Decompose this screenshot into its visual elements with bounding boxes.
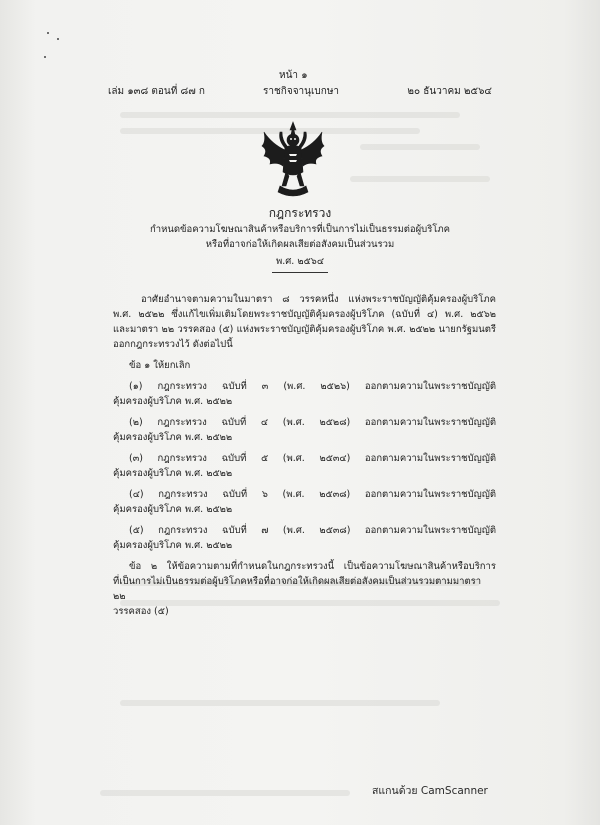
text-line: และมาตรา ๒๒ วรรคสอง (๕) แห่งพระราชบัญญัติคุ้มครองผู้บริโภค พ.ศ. ๒๕๒๒ นายกรัฐมนตรี — [113, 324, 496, 335]
text-line: คุ้มครองผู้บริโภค พ.ศ. ๒๕๒๒ — [113, 504, 233, 515]
document-title: กฎกระทรวง — [268, 206, 332, 220]
scan-speck — [57, 38, 59, 40]
text-line: (๕) กฎกระทรวง ฉบับที่ ๗ (พ.ศ. ๒๕๓๘) ออกตามความในพระราชบัญญัติ — [129, 525, 496, 536]
text-line: คุ้มครองผู้บริโภค พ.ศ. ๒๕๒๒ — [113, 396, 233, 407]
document-subtitle-line: กำหนดข้อความโฆษณาสินค้าหรือบริการที่เป็นการไม่เป็นธรรมต่อผู้บริโภค — [149, 224, 451, 235]
document-title-block — [100, 204, 500, 273]
repealed-item — [113, 379, 496, 409]
text-line: คุ้มครองผู้บริโภค พ.ศ. ๒๕๒๒ — [113, 540, 233, 551]
show-through-line — [350, 176, 490, 182]
scan-speck — [47, 32, 49, 34]
page-number: หน้า ๑ — [279, 70, 308, 81]
publication-date: ๒๐ ธันวาคม ๒๕๖๔ — [407, 86, 492, 97]
clause-1-heading — [113, 358, 496, 373]
gazette-header — [108, 68, 492, 102]
show-through-line — [120, 700, 440, 706]
text-line: ออกกฎกระทรวงไว้ ดังต่อไปนี้ — [113, 339, 233, 350]
text-line: (๔) กฎกระทรวง ฉบับที่ ๖ (พ.ศ. ๒๕๓๘) ออกตามความในพระราชบัญญัติ — [129, 489, 496, 500]
repealed-item — [113, 523, 496, 553]
text-line: ข้อ ๒ ให้ข้อความตามที่กำหนดในกฎกระทรวงนี้ เป็นข้อความโฆษณาสินค้าหรือบริการ — [129, 561, 496, 572]
text-line: (๓) กฎกระทรวง ฉบับที่ ๕ (พ.ศ. ๒๕๓๔) ออกตามความในพระราชบัญญัติ — [129, 453, 496, 464]
gazette-name: ราชกิจจานุเบกษา — [263, 86, 340, 97]
text-line: คุ้มครองผู้บริโภค พ.ศ. ๒๕๒๒ — [113, 468, 233, 479]
preamble-paragraph — [113, 292, 496, 352]
document-body — [113, 292, 496, 619]
text-line: (๑) กฎกระทรวง ฉบับที่ ๓ (พ.ศ. ๒๕๒๖) ออกตามความในพระราชบัญญัติ — [129, 381, 496, 392]
garuda-emblem-icon — [258, 120, 328, 200]
show-through-line — [360, 144, 480, 150]
text-line: (๒) กฎกระทรวง ฉบับที่ ๔ (พ.ศ. ๒๕๒๘) ออกตามความในพระราชบัญญัติ — [129, 417, 496, 428]
repealed-item — [113, 487, 496, 517]
text-line: วรรคสอง (๕) — [113, 606, 169, 617]
title-underline — [272, 272, 328, 273]
volume-issue: เล่ม ๑๓๘ ตอนที่ ๘๗ ก — [108, 86, 205, 97]
text-line: ที่เป็นการไม่เป็นธรรมต่อผู้บริโภคหรือที่อาจก่อให้เกิดผลเสียต่อสังคมเป็นส่วนรวมตามมาตรา ๒๒ — [113, 576, 482, 602]
repealed-item — [113, 415, 496, 445]
text-line: คุ้มครองผู้บริโภค พ.ศ. ๒๕๒๒ — [113, 432, 233, 443]
text-line: ข้อ ๑ ให้ยกเลิก — [129, 360, 191, 371]
text-line: อาศัยอำนาจตามความในมาตรา ๘ วรรคหนึ่ง แห่งพระราชบัญญัติคุ้มครองผู้บริโภค — [141, 294, 496, 305]
clause-2-paragraph — [113, 559, 496, 619]
document-subtitle-line: หรือที่อาจก่อให้เกิดผลเสียต่อสังคมเป็นส่วนรวม — [205, 239, 395, 250]
show-through-line — [100, 790, 350, 796]
show-through-line — [120, 112, 460, 118]
text-line: พ.ศ. ๒๕๒๒ ซึ่งแก้ไขเพิ่มเติมโดยพระราชบัญญัติคุ้มครองผู้บริโภค (ฉบับที่ ๔) พ.ศ. ๒๕๖๒ — [113, 309, 496, 320]
repealed-item — [113, 451, 496, 481]
scanner-watermark: สแกนด้วย CamScanner — [372, 785, 488, 797]
scan-speck — [44, 56, 46, 58]
document-year: พ.ศ. ๒๕๖๔ — [275, 256, 325, 267]
